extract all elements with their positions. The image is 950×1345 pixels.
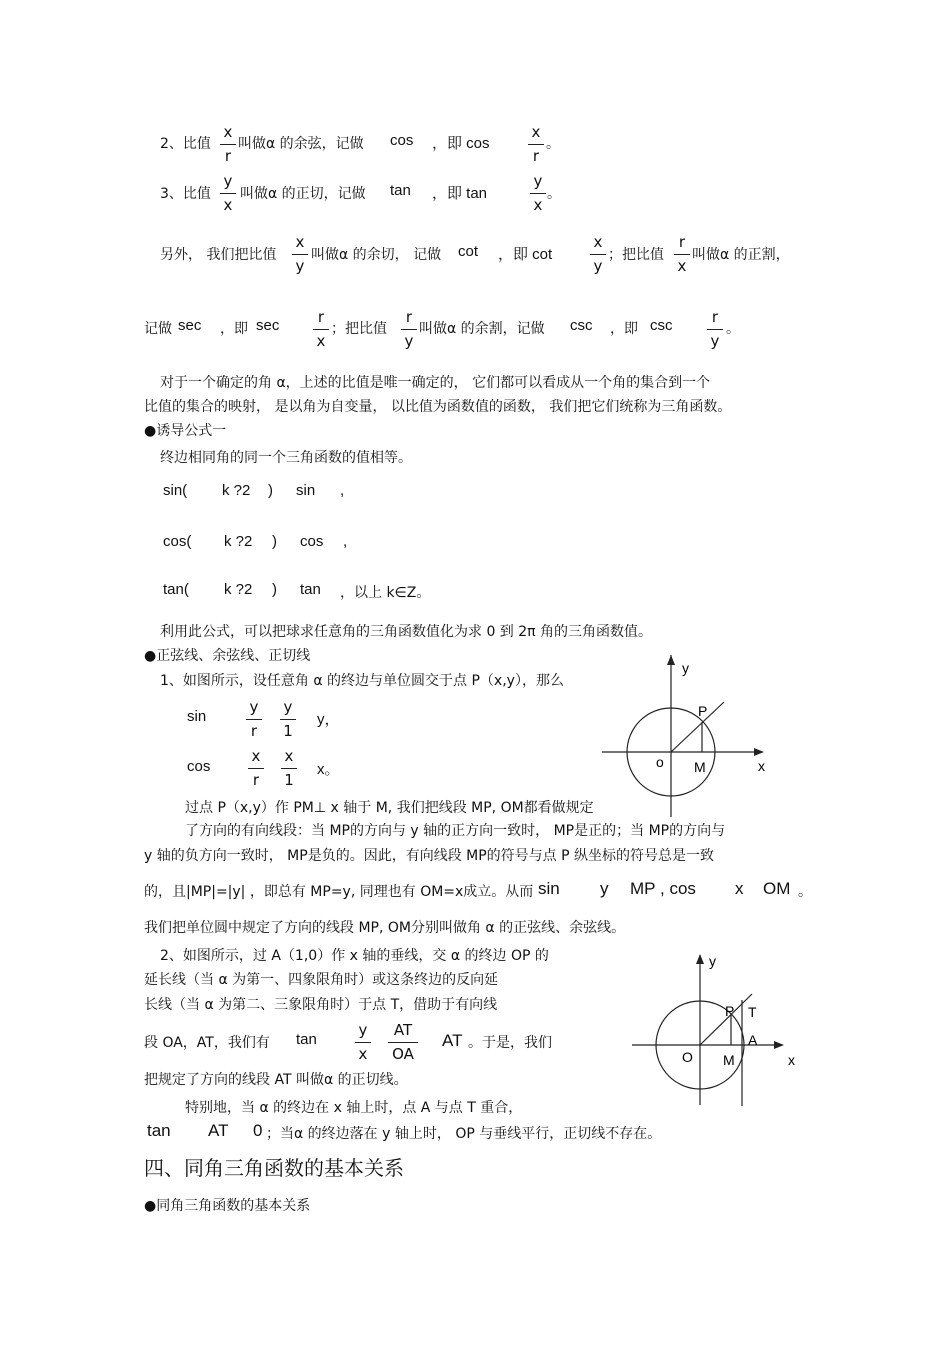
sec-line-ie: ，即 (220, 321, 248, 337)
fig2-x-arrow (774, 1041, 784, 1049)
formula-cos-lhs: cos( (163, 533, 192, 550)
formula-sin-end: , (340, 482, 345, 499)
fraction-x-r-2: x r (528, 124, 544, 165)
fig2-label-a: A (748, 1032, 758, 1048)
fig1-label-m: M (694, 759, 706, 775)
fig2-label-m: M (723, 1052, 735, 1068)
tan-p7d: ；当α 的终边落在 y 轴上时， OP 与垂线平行，正切线不存在。 (266, 1126, 662, 1142)
tan-line-ie: ，即 tan (432, 185, 488, 202)
sec-line-prefix: 记做 (144, 321, 172, 337)
cos-notation: cos (390, 132, 414, 149)
fraction-x-y-2: x y (590, 234, 606, 275)
tan-notation: tan (390, 182, 411, 199)
fig1-y-arrow (667, 655, 675, 665)
lines-p5-cos: , cos (660, 879, 696, 898)
cot-line-mid: 叫做α 的余切， 记做 (311, 247, 442, 263)
fraction-x-r-3: x r (248, 748, 264, 789)
tan-line-prefix: 3、比值 (160, 186, 211, 202)
tan-p1: 2、如图所示，过 A（1,0）作 x 轴的垂线，交 α 的终边 OP 的 (160, 948, 549, 964)
cot-line-ie: ，即 cot (498, 246, 553, 263)
formula-sin-lhs: sin( (163, 482, 188, 499)
fig1-label-x: x (758, 758, 765, 774)
cos-line-mid: 叫做α 的余弦，记做 (238, 136, 364, 152)
fig2-label-y: y (709, 953, 716, 969)
csc-notation-2: csc (650, 317, 673, 334)
fraction-y-r: y r (246, 699, 262, 740)
fig2-y-arrow (696, 954, 704, 964)
lines-p3: 了方向的有向线段：当 MP的方向与 y 轴的正方向一致时， MP是正的；当 MP的方向与 (185, 823, 726, 839)
tan-p4a: 段 OA，AT，我们有 (144, 1035, 270, 1051)
tan-p5: 把规定了方向的线段 AT 叫做α 的正切线。 (144, 1072, 408, 1088)
tan-p7-at: AT (208, 1121, 229, 1140)
lines-p2: 过点 P（x,y）作 PM⊥ x 轴于 M, 我们把线段 MP, OM都看做规定 (185, 800, 594, 816)
tan-p6: 特别地，当 α 的终边在 x 轴上时，点 A 与点 T 重合， (185, 1100, 523, 1116)
cot-line-sep: ；把比值 (608, 247, 664, 263)
csc-notation: csc (570, 317, 593, 334)
lines-p5-sin: sin (538, 879, 560, 898)
fraction-y-x: y x (220, 173, 236, 214)
tan-p4d: 。于是，我们 (468, 1035, 552, 1051)
lines-p5-mp: MP (630, 879, 656, 898)
fig1-x-arrow (754, 748, 764, 756)
fig2-label-x: x (788, 1052, 795, 1068)
formula-cos-end: , (343, 533, 348, 550)
sec-line-end: 。 (726, 321, 740, 337)
fraction-y-x-3: y x (355, 1022, 371, 1063)
tan-p2: 延长线（当 α 为第一、四象限角时）或这条终边的反向延 (144, 972, 499, 988)
section-title: 四、同角三角函数的基本关系 (144, 1156, 404, 1180)
induction-heading: ●诱导公式一 (144, 423, 227, 439)
lines-p5a: 的，且|MP|=|y| ，即总有 MP=y, 同理也有 OM=x成立。从而 (144, 884, 534, 900)
tan-p7-tan: tan (147, 1121, 171, 1140)
fig2-label-o: O (682, 1049, 693, 1065)
formula-tan-rhs: tan (300, 581, 321, 598)
sec-line-mid: 叫做α 的余割，记做 (419, 321, 545, 337)
sec-line-ie2: ，即 (610, 321, 638, 337)
formula-sin-rp: ) (268, 482, 273, 499)
cos-line-ie: ，即 cos (432, 135, 490, 152)
cot-notation: cot (458, 243, 479, 260)
lines-p6: 我们把单位圆中规定了方向的线段 MP, OM分别叫做角 α 的正弦线、余弦线。 (144, 920, 626, 936)
tan-p7-zero: 0 (253, 1121, 263, 1140)
unit-circle-figure-2 (628, 950, 808, 1110)
formula-cos-rp: ) (272, 533, 277, 550)
formula-sin-k: k ?2 (222, 482, 251, 499)
fig2-label-t: T (748, 1004, 757, 1020)
fig1-label-o: o (656, 754, 664, 770)
fraction-r-x: r x (674, 234, 690, 275)
fraction-y-1: y 1 (280, 699, 296, 740)
lines-p4: y 轴的负方向一致时， MP是负的。因此，有向线段 MP的符号与点 P 纵坐标的符号总是一致 (144, 848, 715, 864)
formula-tan-end: ，以上 k∈Z。 (340, 585, 431, 601)
formula-tan-rp: ) (272, 581, 277, 598)
sin-row-fn: sin (187, 708, 207, 725)
def-para-line2: 比值的集合的映射， 是以角为自变量， 以比值为函数值的函数， 我们把它们统称为三角函数。 (144, 399, 732, 415)
cot-line-prefix: 另外， 我们把比值 (160, 247, 277, 263)
fig2-label-p: P (725, 1003, 735, 1019)
fraction-at-oa: AT OA (388, 1022, 418, 1063)
fraction-y-x-2: y x (530, 173, 546, 214)
lines-p5-end: 。 (798, 884, 812, 900)
sec-notation-2: sec (256, 317, 280, 334)
fig1-label-y: y (682, 660, 689, 676)
induction-intro: 终边相同角的同一个三角函数的值相等。 (160, 450, 412, 466)
lines-heading: ●正弦线、余弦线、正切线 (144, 648, 311, 664)
tan-p3: 长线（当 α 为第二、三象限角时）于点 T，借助于有向线 (144, 997, 498, 1013)
sec-notation: sec (178, 317, 202, 334)
fig1-label-p: P (698, 703, 708, 719)
fraction-x-y: x y (292, 234, 308, 275)
induction-usage: 利用此公式，可以把球求任意角的三角函数值化为求 0 到 2π 角的三角函数值。 (160, 624, 653, 640)
fraction-r-y-2: r y (707, 309, 723, 350)
tan-p4-at: AT (442, 1031, 463, 1050)
section-bullet: ●同角三角函数的基本关系 (144, 1198, 311, 1214)
formula-cos-rhs: cos (300, 533, 324, 550)
cos-row-fn: cos (187, 758, 211, 775)
fraction-r-y: r y (401, 309, 417, 350)
lines-p5-y: y (600, 879, 609, 898)
def-para-line1: 对于一个确定的角 α，上述的比值是唯一确定的， 它们都可以看成从一个角的集合到一个 (160, 375, 711, 391)
lines-p5-x: x (735, 879, 744, 898)
cos-line-prefix: 2、比值 (160, 136, 211, 152)
sin-row-end: y， (317, 711, 340, 728)
fraction-r-x-2: r x (313, 309, 329, 350)
sec-line-sep: ；把比值 (331, 321, 387, 337)
tan-line-end: 。 (547, 186, 561, 202)
formula-cos-k: k ?2 (224, 533, 253, 550)
lines-p5-om: OM (763, 879, 791, 898)
cos-row-end: x。 (317, 761, 340, 778)
fraction-x-1: x 1 (281, 748, 297, 789)
formula-tan-lhs: tan( (163, 581, 189, 598)
lines-p1: 1、如图所示，设任意角 α 的终边与单位圆交于点 P（x,y），那么 (160, 673, 564, 689)
cot-line-end: 叫做α 的正割， (692, 247, 790, 263)
formula-tan-k: k ?2 (224, 581, 253, 598)
tan-p4-tan: tan (296, 1031, 317, 1048)
formula-sin-rhs: sin (296, 482, 316, 499)
tan-line-mid: 叫做α 的正切，记做 (240, 186, 366, 202)
cos-line-end: 。 (546, 136, 560, 152)
fraction-x-r: x r (220, 124, 236, 165)
unit-circle-figure-1 (598, 655, 778, 820)
